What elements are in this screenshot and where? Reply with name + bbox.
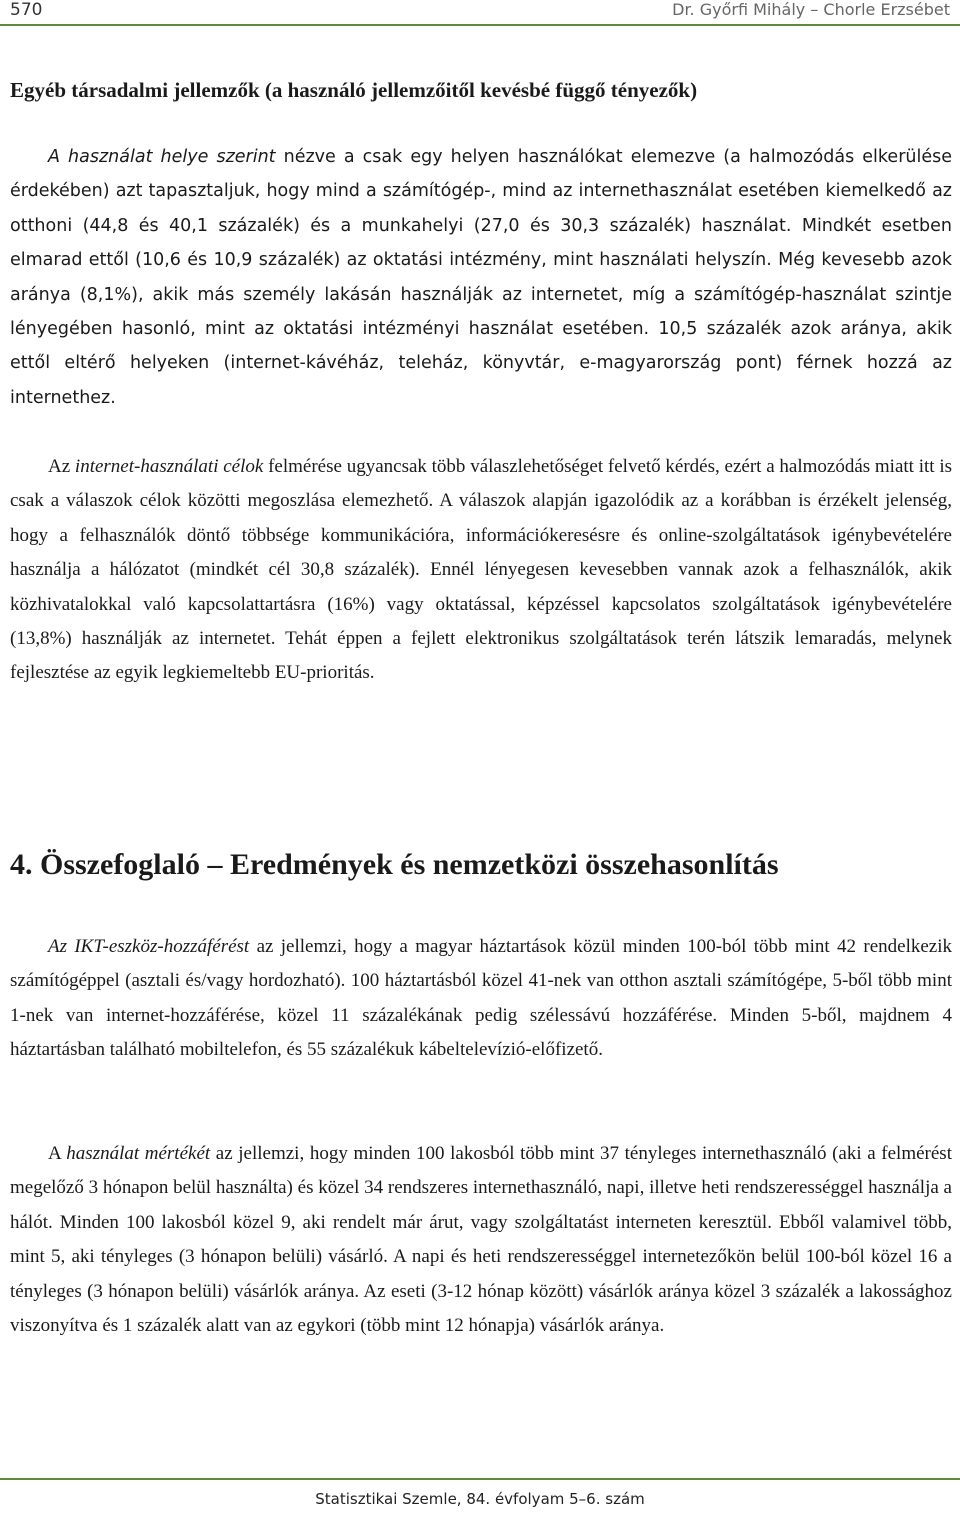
paragraph-text: az jellemzi, hogy a magyar háztartások közül minden 100-ból több mint 42 rendelkezik számítógéppel (asztali és/vagy hordozható). 100 háztartásból közel 41-nek van otthon asztali számítógépe, 5-ből több mint 1-nek van internet-hozzáférése, közel 11 százalékának pedig szélessávú hozzáférése. Minden 5-ből, majdnem 4 háztartásban található mobiltelefon, és 55 százalékuk kábeltelevízió-előfizető. xyxy=(10,936,952,1061)
section-subheading: Egyéb társadalmi jellemzők (a használó jellemzőitől kevésbé függő tényezők) xyxy=(10,78,698,102)
italic-term: használat mértékét xyxy=(66,1143,211,1164)
running-title: Dr. Győrfi Mihály – Chorle Erzsébet xyxy=(672,0,950,19)
running-header xyxy=(0,0,960,24)
page-number: 570 xyxy=(10,0,43,20)
paragraph-text: felmérése ugyancsak több válaszlehetőséget felvető kérdés, ezért a halmozódás miatt itt is csak a válaszok célok közötti megoszlása elemezhető. A válaszok alapján igazolódik az a korábban is érzékelt jelenség, hogy a felhasználók döntő többsége kommunikációra, információkeresésre és online-szolgáltatások igénybevételére használja a hálózatot (mindkét cél 30,8 százalék). Ennél lényegesen kevesebben vannak azok a felhasználók, akik közhivatalokkal való kapcsolattartásra (16%) vagy oktatással, képzéssel kapcsolatos szolgáltatások igénybevételére (13,8%) használják az internetet. Tehát éppen a fejlett elektronikus szolgáltatások terén látszik lemaradás, melynek fejlesztése az egyik legkiemeltebb EU-prioritás. xyxy=(10,456,952,684)
paragraph-text: Mindkét esetben elmarad ettől (10,6 és 10,9 százalék) az oktatási intézmény, mint használati helyszín. xyxy=(10,215,953,271)
paragraph-ict-access xyxy=(10,930,952,1068)
paragraph-text: az jellemzi, hogy minden 100 lakosból több mint 37 tényleges internethasználó (aki a felmérést megelőző 3 hónapon belül használta) és közel 34 rendszeres internethasználó, napi, illetve heti rendszerességgel használja a hálót. Minden 100 lakosból közel 9, aki rendelt már árut, vagy szolgáltatást interneten keresztül. Ebből valamivel több, mint 5, aki tényleges (3 hónapon belüli) vásárló. A napi és heti rendszerességgel internetezőkön belül 100-ból közel 16 a tényleges (3 hónapon belüli) vásárlók aránya. Az eseti (3-12 hónap között) vásárlók aránya közel 3 százalék a lakossághoz viszonyítva és 1 százalék alatt van az egykori (több mint 12 hónapja) vásárlók aránya. xyxy=(10,1143,952,1337)
footer-rule xyxy=(0,1478,960,1480)
paragraph-text: Még kevesebb azok aránya (8,1%), akik más személy lakásán használják az internetet, míg a számítógép-használat szintje lényegében hasonló, mint az oktatási intézményi használat esetében. 10,5 százalék azok aránya, akik ettől eltérő helyeken (internet-kávéház, teleház, könyvtár, e-magyarország pont) férnek hozzá az internethez. xyxy=(10,250,952,408)
italic-lead: Az IKT-eszköz-hozzáférést xyxy=(48,936,250,957)
italic-lead: A használat helye szerint xyxy=(48,147,276,167)
journal-footer: Statisztikai Szemle, 84. évfolyam 5–6. szám xyxy=(315,1490,645,1508)
paragraph-text: nézve a csak egy helyen használókat elemezve (a halmozódás elkerülése érdekében) azt tapasztaljuk, hogy mind a számítógép-, mind az internethasználat esetében kiemelkedő az otthoni (44,8 és 40,1 százalék) és a munkahelyi (27,0 és 30,3 százalék) használat. xyxy=(10,147,952,236)
paragraph-usage-location xyxy=(10,140,952,415)
chapter-heading: 4. Összefoglaló – Eredmények és nemzetközi összehasonlítás xyxy=(10,848,779,881)
header-rule xyxy=(0,24,960,26)
paragraph-text: Az xyxy=(48,456,75,477)
paragraph-usage-purposes xyxy=(10,450,952,691)
paragraph-usage-extent xyxy=(10,1137,952,1343)
paragraph-text: A xyxy=(48,1143,67,1164)
italic-term: internet-használati célok xyxy=(74,456,264,477)
